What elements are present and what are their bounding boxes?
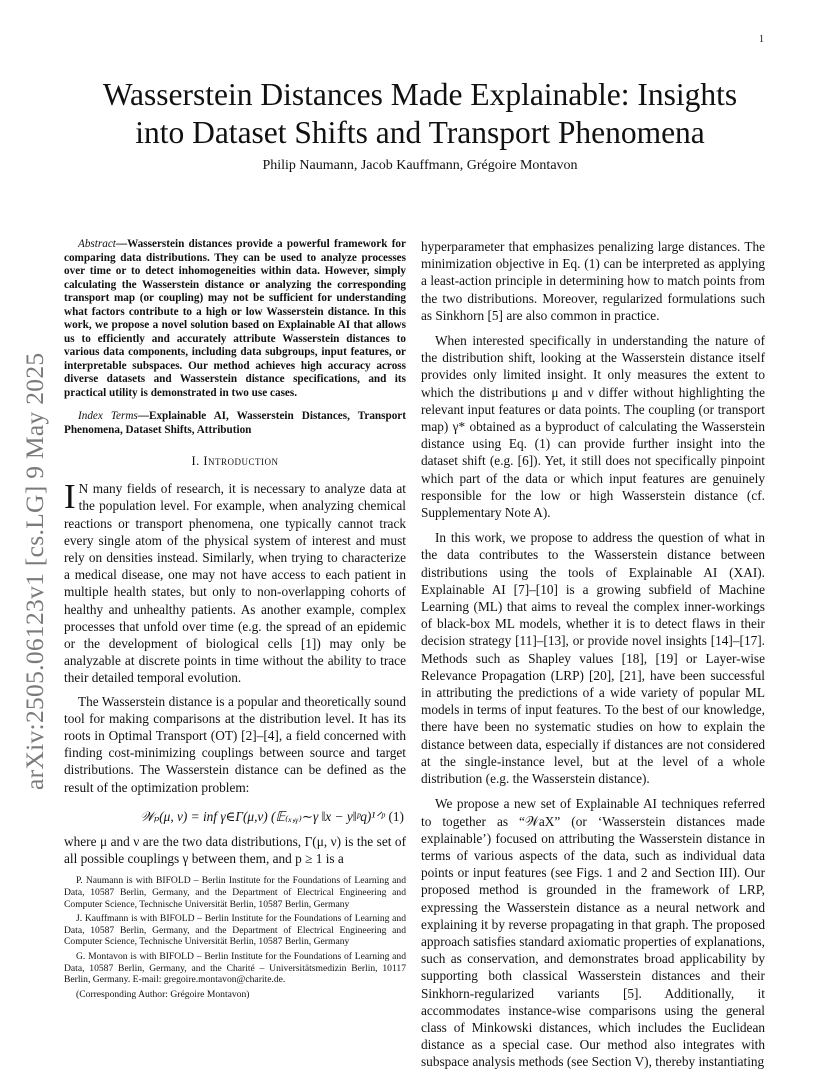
right-column [421, 238, 765, 1071]
footnote-montavon: G. Montavon is with BIFOLD – Berlin Institute for the Foundations of Learning and Data, 10587 Berlin, Germany, and the Charité – Universitätsmedizin Berlin, 10117 Berlin, Germany. E-mail: gregoire.montavon@charite.de. [64, 951, 406, 986]
right-paragraph-3: In this work, we propose to address the question of what in the data contributes to the Wasserstein distance between distributions using the tools of Explainable AI (XAI). Explainable AI [7]–[10] is a growing subfield of Machine Learning (ML) that aims to reveal the complex inner-workings of black-box ML models, whether it is to detect flaws in their decision strategy [11]–[13], or provide novel insights [14]–[17]. Methods such as Shapley values [18], [19] or Layer-wise Relevance Propagation (LRP) [20], [21], have been successful in attributing the predictions of a wide variety of popular ML models in terms of input features. To the best of our knowledge, there have been no systematic studies on how to explain the distance between data, especially if distances are not considered at the single-instance level, but at the level of a whole distribution (e.g. the Wasserstein distance). [421, 530, 765, 787]
intro-paragraph-2: The Wasserstein distance is a popular and theoretically sound tool for making comparisons at the distribution level. It has its roots in Optimal Transport (OT) [2]–[4], a field concerned with finding cost-minimizing couplings between source and target distributions. The Wasserstein distance can be defined as the result of the optimization problem: [64, 693, 406, 795]
paper-title [60, 76, 780, 152]
footnote-kauffmann: J. Kauffmann is with BIFOLD – Berlin Institute for the Foundations of Learning and Data, 10587 Berlin, Germany, and the Department of Electrical Engineering and Computer Science, Technische Universität Berlin, 10587 Berlin, Germany [64, 913, 406, 948]
footnote-naumann: P. Naumann is with BIFOLD – Berlin Institute for the Foundations of Learning and Data, 10587 Berlin, Germany, and the Department of Electrical Engineering and Computer Science, Technische Universität Berlin, 10587 Berlin, Germany [64, 875, 406, 910]
title-line-1: Wasserstein Distances Made Explainable: Insights [102, 77, 738, 112]
right-paragraph-4: We propose a new set of Explainable AI techniques referred to together as “𝒲aX” (or ‘Wasserstein distances made explainable’) focused on attributing the Wasserstein distance in terms of various aspects of the data, such as individual data points or input features (see Figs. 1 and 2 and Section III). Our proposed method is grounded in the framework of LRP, expressing the Wasserstein distance as a neural network and explaining it by reverse propagating in that graph. The proposed approach satisfies standard axiomatic properties of explanations, such as conservation, and demonstrates broad applicability by supporting both classical Wasserstein distances and their Sinkhorn-regularized variants [5]. Additionally, it accommodates instance-wise comparisons using the general class of Minkowski distances, which includes the Euclidean distance as a special case. Our method also integrates with subspace analysis methods (see Section V), thereby instantiating [421, 796, 765, 1070]
footnotes [64, 875, 406, 1000]
abstract [64, 238, 406, 400]
intro-paragraph-1-text: N many fields of research, it is necessary to analyze data at the population level. For example, when analyzing chemical reactions or transport phenomena, one typically cannot track every single atom of the physical system of interest and must rely on densities instead. Similarly, when trying to characterize a medical disease, one may not have access to each patient in multiple health states, but only to non-overlapping cohorts of healthy and unhealthy patients. As another example, complex processes that unfold over time (e.g. the spread of an epidemic or the development of biological cells [1]) may only be analyzable at discrete points in time without the ability to trace their detailed temporal evolution. [64, 481, 406, 686]
arxiv-identifier: arXiv:2505.06123v1 [cs.LG] 9 May 2025 [20, 352, 49, 790]
page-number: 1 [759, 34, 764, 45]
drop-cap: I [64, 477, 76, 517]
intro-paragraph-3: where μ and ν are the two data distributions, Γ(μ, ν) is the set of all possible couplings γ between them, and p ≥ 1 is a [64, 834, 406, 867]
index-terms-label: Index Terms [78, 410, 138, 422]
left-column [64, 238, 406, 1000]
right-paragraph-1: hyperparameter that emphasizes penalizing large distances. The minimization objective in Eq. (1) can be interpreted as applying a least-action principle in determining how to match points from the two distributions. Moreover, regularized formulations such as Sinkhorn [5] are also common in practice. [421, 239, 765, 323]
author-list: Philip Naumann, Jacob Kauffmann, Grégoire Montavon [262, 158, 578, 173]
intro-paragraph-1 [64, 477, 406, 686]
index-terms [64, 410, 406, 437]
equation-number: (1) [388, 808, 404, 824]
index-terms-text: —Explainable AI, Wasserstein Distances, Transport Phenomena, Dataset Shifts, Attribution [64, 410, 406, 436]
abstract-text: —Wasserstein distances provide a powerful framework for comparing data distributions. They can be used to analyze processes over time or to detect inhomogeneities within data. However, simply calculating the Wasserstein distance or analyzing the corresponding transport map (or coupling) may not be sufficient for understanding what factors contribute to a high or low Wasserstein distance. In this work, we propose a novel solution based on Explainable AI that allows us to efficiently and accurately attribute Wasserstein distances to various data components, including data subgroups, input features, or interpretable subspaces. Our method achieves high accuracy across diverse datasets and Wasserstein distance specifications, and its practical utility is demonstrated in two use cases. [64, 238, 406, 399]
abstract-label: Abstract [78, 238, 116, 250]
equation-expression: 𝒲ₚ(μ, ν) = inf γ∈Γ(μ,ν) (𝔼₍ₓ,ᵧ₎∼γ ‖x − y‖ᵖq)¹ᐟᵖ [140, 808, 385, 824]
right-paragraph-2: When interested specifically in understanding the nature of the distribution shift, looking at the Wasserstein distance itself provides only limited insight. It only measures the extent to which the distributions μ and ν differ without highlighting the relevant input features or data points. The coupling (or transport map) γ* obtained as a byproduct of calculating the Wasserstein distance using Eq. (1) can provide further insight into the dataset shift (e.g. [6]). Yet, it still does not specifically pinpoint which part of the data or which input features are genuinely responsible for the low or high Wasserstein distance (cf. Supplementary Note A). [421, 333, 765, 521]
title-line-2: into Dataset Shifts and Transport Phenomena [135, 115, 705, 150]
footnote-corresponding-author: (Corresponding Author: Grégoire Montavon) [76, 988, 250, 1000]
equation-1 [64, 808, 406, 825]
section-heading-introduction: I. Introduction [191, 454, 279, 468]
